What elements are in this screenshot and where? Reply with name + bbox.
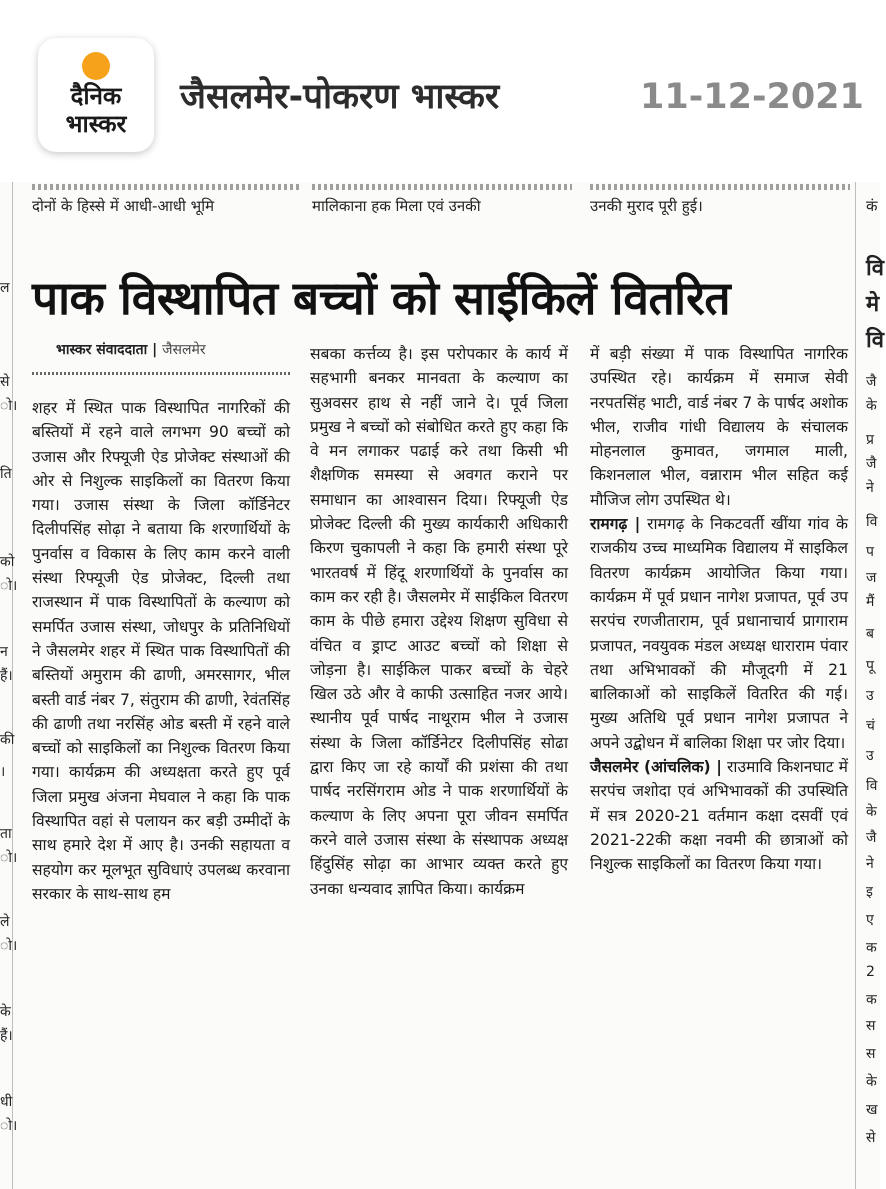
app-header bbox=[0, 0, 880, 182]
article-paragraph: शहर में स्थित पाक विस्थापित नागरिकों की बस्तियों में रहने वाले लगभग 90 बच्चों को उजास और रिफ्यूजी ऐड प्रोजेक्ट संस्थाओं की ओर से निशुल्क साइकिलों का वितरण किया गया। उजास संस्था के जिला कॉर्डिनेटर दिलीपसिंह सोढ़ा ने बताया कि शरणार्थियों के पुनर्वास व विकास के लिए काम करने वाली संस्था रिफ्यूजी ऐड प्रोजेक्ट, दिल्ली तथा राजस्थान में पाक विस्थापितों के कल्याण को समर्पित उजास संस्था, जोधपुर के प्रतिनिधियों ने जैसलमेर शहर में स्थित पाक विस्थापितों की बस्तियों अमुराम की ढाणी, अमरसागर, भील बस्ती वार्ड नंबर 7, संतुराम की ढाणी, रेवंतसिंह की ढाणी तथा नरसिंह ओड बस्ती में रहने वाले बच्चों को साइकिलों का निशुल्क वितरण किया गया। कार्यक्रम की अध्यक्षता करते हुए पूर्व जिला प्रमुख अंजना मेघवाल ने कहा कि पाक विस्थापित वहां से पलायन कर बड़ी उम्मीदों के साथ हमारे देश में आए है। उनकी सहायता व सहयोग कर मूलभूत सुविधाएं उपलब्ध करवाना सरकार के साथ-साथ हम bbox=[32, 399, 290, 903]
top-fragment-col2: मालिकाना हक मिला एवं उनकी bbox=[312, 182, 572, 230]
dainik-bhaskar-logo bbox=[38, 38, 154, 152]
article-paragraph: में बड़ी संख्या में पाक विस्थापित नागरिक उपस्थित रहे। कार्यक्रम में समाज सेवी नरपतसिंह भाटी, वार्ड नंबर 7 के पार्षद अशोक भील, राजीव गांधी विद्यालय के संचालक मोहनलाल कुमावत, जगमाल माली, किशनलाल भील, वन्नाराम भील सहित कई मौजिज लोग उपस्थित थे। bbox=[590, 345, 848, 509]
article-column-1 bbox=[32, 396, 290, 1181]
edition-date: 11-12-2021 bbox=[640, 77, 864, 117]
byline-divider bbox=[32, 372, 290, 375]
article-column-2 bbox=[310, 342, 568, 1181]
logo-text-line2: भास्कर bbox=[65, 110, 127, 138]
article-paragraph: सबका कर्त्तव्य है। इस परोपकार के कार्य में सहभागी बनकर मानवता के कल्याण का सुअवसर हाथ से नहीं जाने दे। पूर्व जिला प्रमुख ने बच्चों को संबोधित करते हुए कहा कि वे मन लगाकर पढाई करे तथा किसी भी शैक्षणिक समस्या से अवगत कराने पर समाधान का आश्वासन दिया। रिफ्यूजी ऐड प्रोजेक्ट दिल्ली की मुख्य कार्यकारी अधिकारी किरण चुकापली ने कहा कि हमारी संस्था पूरे भारतवर्ष में हिंदू शरणार्थियों के पुनर्वास का काम कर रही है। जैसलमेर में साईकिल वितरण काम के पीछे हमारा उद्देश्य शिक्षण सुविधा से वंचित व ड्राप्ट आउट बच्चों को शिक्षा से जोड़ना है। साईकिल पाकर बच्चों के चेहरे खिल उठे और वे काफी उत्साहित नजर आये। स्थानीय पूर्व पार्षद नाथूराम भील ने उजास संस्था के जिला कॉर्डिनेटर दिलीपसिंह सोढा द्वारा किए जा रहे कार्यों की प्रशंसा की तथा पार्षद नरसिंगराम ओड ने पाक शरणार्थियों के कल्याण के लिए अपना पूरा जीवन समर्पित करने वाले उजास संस्था के संस्थापक अध्यक्ष हिंदुसिंह सोढ़ा का आभार व्यक्त करते हुए उनका धन्यवाद ज्ञापित किया। कार्यक्रम bbox=[310, 345, 568, 898]
article-column-3 bbox=[590, 342, 848, 1181]
byline-place: जैसलमेर bbox=[162, 342, 206, 358]
column-rule bbox=[855, 182, 856, 1189]
right-edge-fragment-top: कं bbox=[866, 197, 878, 215]
dateline-jaisalmer: जैसलमेर (आंचलिक) | bbox=[590, 758, 722, 777]
byline-author: भास्कर संवाददाता bbox=[56, 342, 148, 358]
logo-text-line1: दैनिक bbox=[70, 82, 122, 110]
article-headline: पाक विस्थापित बच्चों को साईकिलें वितरित bbox=[32, 271, 731, 325]
dateline-ramgarh: रामगढ़ | bbox=[590, 515, 641, 534]
top-fragment-col3: उनकी मुराद पूरी हुई। bbox=[590, 182, 850, 230]
top-fragment-col1: दोनों के हिस्से में आधी-आधी भूमि bbox=[32, 182, 302, 230]
edition-title: जैसलमेर-पोकरण भास्कर bbox=[180, 77, 500, 117]
byline: भास्कर संवाददाता | जैसलमेर bbox=[56, 342, 206, 358]
newspaper-clipping: दोनों के हिस्से में आधी-आधी भूमि मालिकाना हक मिला एवं उनकी उनकी मुराद पूरी हुई। पाक विस्थापित बच्चों को साईकिलें वितरित भास्कर संवाददाता | जैसलमेर शहर में स्थित पाक विस्थापित नागरिकों की बस्तियों में रहने वाले लगभग 90 बच्चों को उजास और रिफ्यूजी ऐड प्रोजेक्ट संस्थाओं की ओर से निशुल्क साइकिलों का वितरण किया गया। उजास संस्था के जिला कॉर्डिनेटर दिलीपसिंह सोढ़ा ने बताया कि शरणार्थियों के पुनर्वास व विकास के लिए काम करने वाली संस्था रिफ्यूजी ऐड प्रोजेक्ट, दिल्ली तथा राजस्थान में पाक विस्थापितों के कल्याण को समर्पित उजास संस्था, जोधपुर के प्रतिनिधियों ने जैसलमेर शहर में स्थित पाक विस्थापितों की बस्तियों अमुराम की ढाणी, अमरसागर, भील बस्ती वार्ड नंबर 7, संतुराम की ढाणी, रेवंतसिंह की ढाणी तथा नरसिंह ओड बस्ती में रहने वाले बच्चों को साइकिलों का निशुल्क वितरण किया गया। कार्यक्रम की अध्यक्षता करते हुए पूर्व जिला प्रमुख अंजना मेघवाल ने कहा कि पाक विस्थापित वहां से पलायन कर बड़ी उम्मीदों के साथ हमारे देश में आए है। उनकी सहायता व सहयोग कर मूलभूत सुविधाएं उपलब्ध करवाना सरकार के साथ-साथ हम सबका कर्त्तव्य है। इस परोपकार के कार्य में सहभागी बनकर मानवता के कल्याण का सुअवसर हाथ से नहीं जाने दे। पूर्व जिला प्रमुख ने बच्चों को संबोधित करते हुए कहा कि वे मन लगाकर पढाई करे तथा किसी भी शैक्षणिक समस्या से अवगत कराने पर समाधान का आश्वासन दिया। रिफ्यूजी ऐड प्रोजेक्ट दिल्ली की मुख्य कार्यकारी अधिकारी किरण चुकापली ने कहा कि हमारी संस्था पूरे भारतवर्ष में हिंदू शरणार्थियों के पुनर्वास का काम कर रही है। जैसलमेर में साईकिल वितरण काम के पीछे हमारा उद्देश्य शिक्षण सुविधा से वंचित व ड्राप्ट आउट बच्चों को शिक्षा से जोड़ना है। साईकिल पाकर बच्चों के चेहरे खिल उठे और वे काफी उत्साहित नजर आये। स्थानीय पूर्व पार्षद नाथूराम भील ने उजास संस्था के जिला कॉर्डिनेटर दिलीपसिंह सोढा द्वारा किए जा रहे कार्यों की प्रशंसा की तथा पार्षद नरसिंगराम ओड ने पाक शरणार्थियों के कल्याण के लिए अपना पूरा जीवन समर्पित करने वाले उजास संस्था के संस्थापक अध्यक्ष हिंदुसिंह सोढ़ा का आभार व्यक्त करते हुए उनका धन्यवाद ज्ञापित किया। कार्यक्रम में बड़ी संख्या में पाक विस्थापित नागरिक उपस्थित रहे। कार्यक्रम में समाज सेवी नरपतसिंह भाटी, वार्ड नंबर 7 के पार्षद अशोक भील, राजीव गांधी विद्यालय के संचालक मोहनलाल कुमावत, जगमाल माली, किशनलाल भील, वन्नाराम भील सहित कई मौजिज लोग उपस्थित थे। रामगढ़ | रामगढ़ के निकटवर्ती खींया गांव के राजकीय उच्च माध्यमिक विद्यालय में साइकिल वितरण कार्यक्रम आयोजित किया गया। कार्यक्रम में पूर्व प्रधान नागेश प्रजापत, पूर्व उप सरपंच रणजीताराम, पूर्व प्रधानाचार्य प्रागाराम प्रजापत, नवयुवक मंडल अध्यक्ष धाराराम पंवार तथा अभिभावकों की मौजूदगी में 21 बालिकाओं को साइकिलें वितरित की गई। मुख्य अतिथि पूर्व प्रधान नागेश प्रजापत ने अपने उद्बोधन में बालिका शिक्षा पर जोर दिया। जैसलमेर (आंचलिक) | राउमावि किशनघाट में सरपंच जशोदा एवं अभिभावकों की उपस्थिति में सत्र 2020-21 वर्तमान कक्षा दसवीं एवं 2021-22की कक्षा नवमी की छात्राओं को निशुल्क साइकिलों का वितरण किया गया। ल से ो। ति को ो। न हैं। की । ता ो। ले ो। के हैं। धी ो। कं वि मे वि जै के प्र जै ने वि प ज मैं ब पू उ चं उ वि के जै ने इ ए क 2 क स स के ख से bbox=[0, 182, 880, 1189]
right-edge-fragments: वि मे वि जै के प्र जै ने वि प ज मैं ब पू उ चं उ वि के जै ने इ ए क 2 क स स के ख से bbox=[866, 256, 884, 1146]
sun-icon bbox=[82, 52, 110, 80]
article-paragraph: रामगढ़ | रामगढ़ के निकटवर्ती खींया गांव के राजकीय उच्च माध्यमिक विद्यालय में साइकिल वितरण कार्यक्रम आयोजित किया गया। कार्यक्रम में पूर्व प्रधान नागेश प्रजापत, पूर्व उप सरपंच रणजीताराम, पूर्व प्रधानाचार्य प्रागाराम प्रजापत, नवयुवक मंडल अध्यक्ष धाराराम पंवार तथा अभिभावकों की मौजूदगी में 21 बालिकाओं को साइकिलें वितरित की गई। मुख्य अतिथि पूर्व प्रधान नागेश प्रजापत ने अपने उद्बोधन में बालिका शिक्षा पर जोर दिया। bbox=[590, 515, 848, 752]
article-paragraph: जैसलमेर (आंचलिक) | राउमावि किशनघाट में सरपंच जशोदा एवं अभिभावकों की उपस्थिति में सत्र 2020-21 वर्तमान कक्षा दसवीं एवं 2021-22की कक्षा नवमी की छात्राओं को निशुल्क साइकिलों का वितरण किया गया। bbox=[590, 758, 848, 874]
